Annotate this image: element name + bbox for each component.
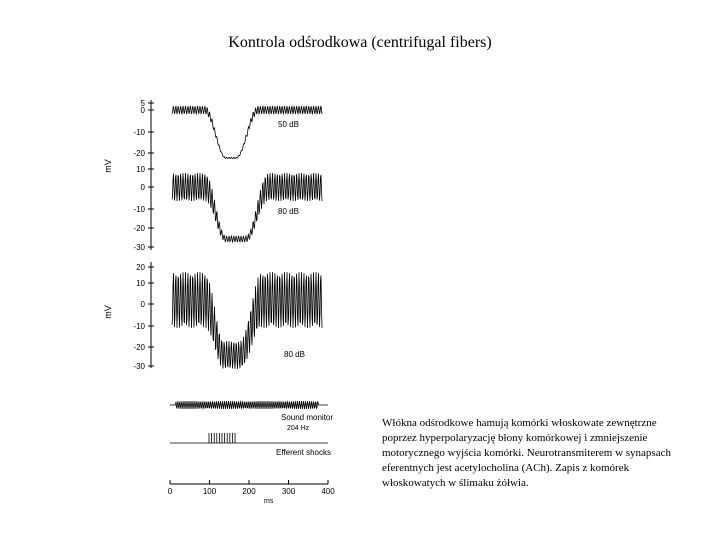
trace-1-waveform — [172, 106, 322, 159]
time-tick-label: 300 — [281, 487, 296, 496]
trace-3-label: 80 dB — [284, 350, 305, 359]
time-tick-label: 200 — [242, 487, 256, 496]
y-tick-label: 20 — [136, 263, 145, 272]
y-tick-label: -20 — [133, 343, 145, 352]
y-unit-label-3: mV — [103, 305, 113, 319]
efferent-shocks-panel — [170, 433, 331, 457]
y-unit-label-1: mV — [103, 159, 113, 173]
time-tick-label: 400 — [321, 487, 335, 496]
time-tick-label: 100 — [202, 487, 217, 496]
trace-2-label: 80 dB — [278, 207, 299, 216]
time-axis — [168, 480, 335, 505]
trace-2-waveform — [172, 173, 322, 242]
y-tick-label: 0 — [140, 183, 145, 192]
y-tick-label: 0 — [140, 106, 145, 115]
y-tick-label: -30 — [133, 362, 145, 371]
trace-panel-1 — [103, 99, 322, 173]
sound-monitor-label: Sound monitor — [281, 413, 334, 422]
time-tick-label: 0 — [167, 487, 173, 496]
sound-monitor-panel — [170, 401, 333, 432]
y-tick-label: 10 — [136, 165, 145, 174]
efferent-shocks-trace — [170, 433, 328, 443]
y-tick-label: 10 — [136, 279, 145, 288]
time-axis-ticks — [168, 480, 335, 496]
y-tick-label: -20 — [133, 224, 145, 233]
y-tick-label: -10 — [133, 128, 145, 137]
efferent-shocks-label: Efferent shocks — [276, 448, 331, 457]
y-tick-label: -30 — [133, 243, 145, 252]
slide-title: Kontrola odśrodkowa (centrifugal fibers) — [228, 34, 492, 51]
y-tick-label: -10 — [133, 322, 145, 331]
trace-panel-3 — [103, 262, 322, 371]
y-tick-label: -20 — [133, 149, 145, 158]
sound-monitor-frequency: 204 Hz — [287, 425, 310, 432]
trace-1-label: 50 dB — [278, 120, 299, 129]
time-axis-unit: ms — [264, 498, 274, 505]
trace-panel-2 — [133, 165, 322, 252]
y-tick-label: -10 — [133, 205, 145, 214]
y-tick-label: 0 — [140, 300, 145, 309]
sound-monitor-trace — [170, 401, 328, 409]
figure-caption: Włókna odśrodkowe hamują komórki włoskowate zewnętrzne poprzez hyperpolaryzację błony komórkowej i zmniejszenie motorycznego wyjścia komórki. Neurotransmiterem w synapsach eferentnych jest acetylocholina (ACh). Zapis z komórek włoskowatych w ślimaku żółwia. — [382, 417, 671, 489]
y-tick-label: 5 — [140, 99, 145, 108]
